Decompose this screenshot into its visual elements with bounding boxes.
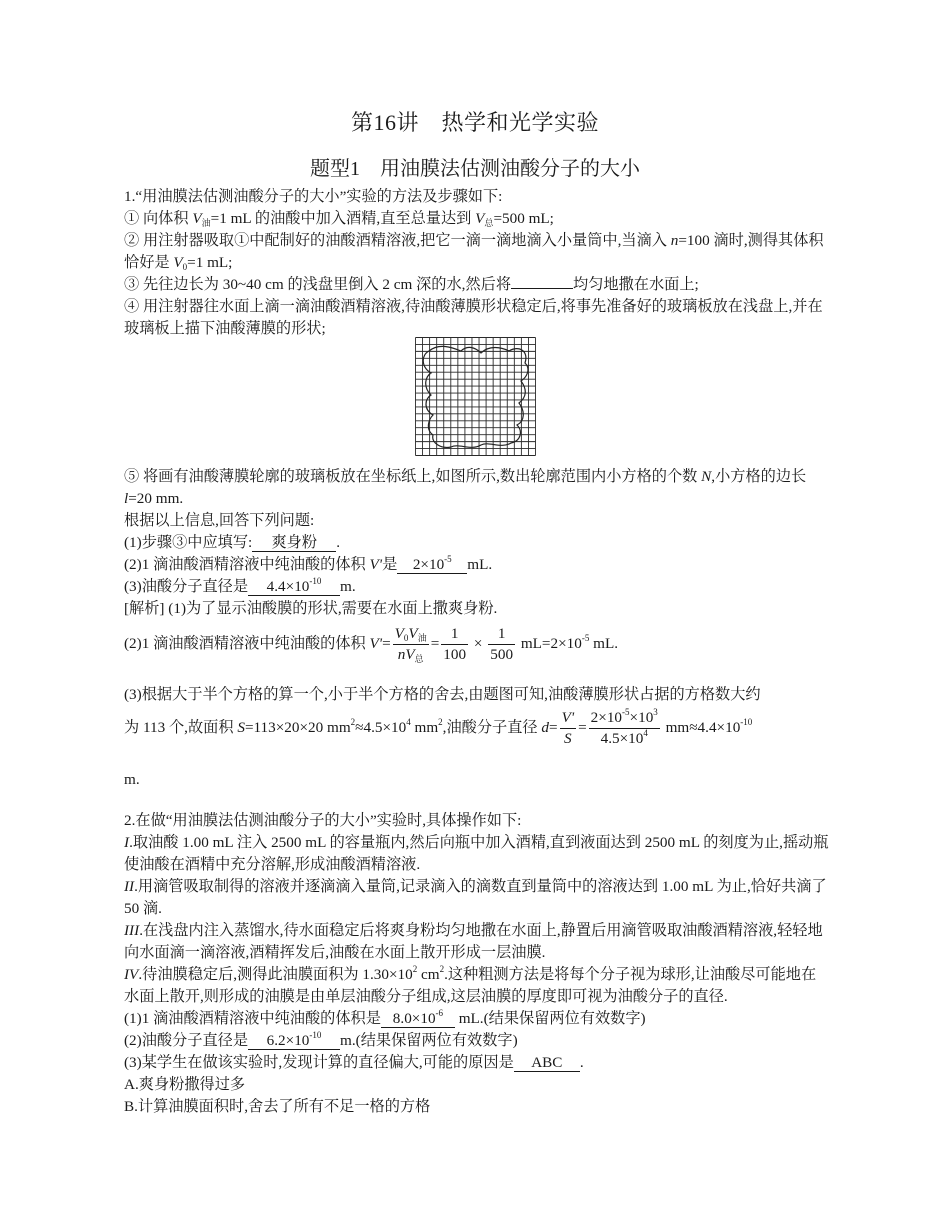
q2-option-b: B.计算油膜面积时,舍去了所有不足一格的方格 — [124, 1098, 431, 1115]
q2-sub1: (1)1 滴油酸酒精溶液中纯油酸的体积是 $8.0\times 10^{-6}$ mL.(结果保留两位有效数字) — [124, 1008, 646, 1027]
q2-step-4: IV.待油膜稳定后,测得此油膜面积为 $1.30\times 10^2$ $cm^2$.这种粗测方法是将每个分子视为球形,让油酸尽可能地在水面上散开,则形成的油膜是由单层油酸分子组成,这层油膜的厚度即可视为油酸分子的直径. — [124, 964, 817, 1005]
answer-blank: ABC — [514, 1054, 580, 1072]
fraction: $\frac{V'}{S}$ — [561, 709, 575, 747]
section-title: 题型1 用油膜法估测油酸分子的大小 — [310, 158, 640, 180]
q1-analysis3-end: m. — [124, 771, 140, 788]
answer-blank: $6.2\times 10^{-10}$ — [248, 1032, 340, 1050]
q2-step-2: II.用滴管吸取制得的溶液并逐滴滴入量筒,记录滴入的滴数直到量筒中的溶液达到 1.00 mL 为止,恰好共滴了 50 滴. — [124, 878, 827, 917]
oil-film-grid-figure — [415, 337, 536, 456]
q1-analysis2: (2)1 滴油酸酒精溶液中纯油酸的体积 V'= $\frac{V_0V_油}{nV_总}$ = $\frac{1}{100}$ × $\frac{1}{500}$ $mL=2\times 10^{-5}$ mL. — [124, 625, 619, 664]
lecture-title: 第16讲 热学和光学实验 — [350, 110, 599, 135]
q1-analysis1: [解析] (1)为了显示油酸膜的形状,需要在水面上撒爽身粉. — [124, 600, 498, 617]
question-1-cont — [124, 466, 830, 620]
q2-sub2: (2)油酸分子直径是 $6.2\times 10^{-10}$ m.(结果保留两位有效数字) — [124, 1030, 518, 1049]
q2-step-1: I.取油酸 1.00 mL 注入 2500 mL 的容量瓶内,然后向瓶中加入酒精,直到液面达到 2500 mL 的刻度为止,摇动瓶使油酸在酒精中充分溶解,形成油酸酒精溶液. — [124, 834, 829, 873]
answer-blank: $8.0\times 10^{-6}$ — [381, 1010, 455, 1028]
q1-prompt: 根据以上信息,回答下列问题: — [124, 512, 315, 529]
q1-sub1: (1)步骤③中应填写: 爽身粉 . — [124, 534, 341, 551]
q2-option-a: A.爽身粉撒得过多 — [124, 1076, 246, 1093]
q1-analysis3-line2: 为 113 个,故面积 S=113×20×20 $mm^2\approx 4.5\times 10^4$ $mm^2$,油酸分子直径 d= $\frac{V'}{S}$ = $\frac{2\times 10^{-5}\times 10^3}{4.5\times 10^4}$ $mm\approx 4.4\times 10^{-10}$ — [124, 707, 753, 747]
q1-step4: ④ 用注射器往水面上滴一滴油酸酒精溶液,待油酸薄膜形状稳定后,将事先准备好的玻璃板放在浅盘上,并在玻璃板上描下油酸薄膜的形状; — [124, 298, 823, 337]
question-2 — [124, 810, 830, 1118]
fraction: $\frac{1}{100}$ — [443, 625, 467, 663]
q1-step3: ③ 先往边长为 30~40 cm 的浅盘里倒入 2 cm 深的水,然后将 均匀地撒在水面上; — [124, 276, 699, 293]
q1-sub2: (2)1 滴油酸酒精溶液中纯油酸的体积 V'是 $2\times 10^{-5}$ mL. — [124, 554, 493, 573]
fill-blank — [511, 274, 573, 289]
answer-blank: $4.4\times 10^{-10}$ — [248, 578, 340, 596]
q1-stem: 1.“用油膜法估测油酸分子的大小”实验的方法及步骤如下: — [124, 188, 503, 205]
answer-blank: $2\times 10^{-5}$ — [397, 556, 467, 574]
question-1 — [124, 186, 830, 340]
q1-analysis3-line1: (3)根据大于半个方格的算一个,小于半个方格的舍去,由题图可知,油酸薄膜形状占据的方格数大约 — [124, 686, 761, 703]
q1-sub3: (3)油酸分子直径是 $4.4\times 10^{-10}$ m. — [124, 576, 356, 595]
fraction: $\frac{V_0V_油}{nV_总}$ — [394, 625, 427, 664]
q1-step5: ⑤ 将画有油酸薄膜轮廓的玻璃板放在坐标纸上,如图所示,数出轮廓范围内小方格的个数 N,小方格的边长 l=20 mm. — [124, 468, 807, 507]
q2-sub3: (3)某学生在做该实验时,发现计算的直径偏大,可能的原因是 ABC . — [124, 1054, 584, 1071]
fraction: $\frac{1}{500}$ — [490, 625, 514, 663]
q2-step-3: III.在浅盘内注入蒸馏水,待水面稳定后将爽身粉均匀地撒在水面上,静置后用滴管吸取油酸酒精溶液,轻轻地向水面滴一滴溶液,酒精挥发后,油酸在水面上散开形成一层油膜. — [124, 922, 823, 961]
answer-blank: 爽身粉 — [252, 534, 336, 552]
q2-stem: 2.在做“用油膜法估测油酸分子的大小”实验时,具体操作如下: — [124, 812, 522, 829]
q1-step2: ② 用注射器吸取①中配制好的油酸酒精溶液,把它一滴一滴地滴入小量筒中,当滴入 n=100 滴时,测得其体积恰好是 $V_0=1$ mL; — [124, 232, 824, 272]
fraction: $\frac{2\times 10^{-5}\times 10^3}{4.5\times 10^4}$ — [590, 707, 658, 747]
oil-film-outline — [423, 346, 528, 447]
q1-step1: ① 向体积 $V_油=1$ mL 的油酸中加入酒精,直至总量达到 $V_总=500$ mL; — [124, 210, 554, 228]
